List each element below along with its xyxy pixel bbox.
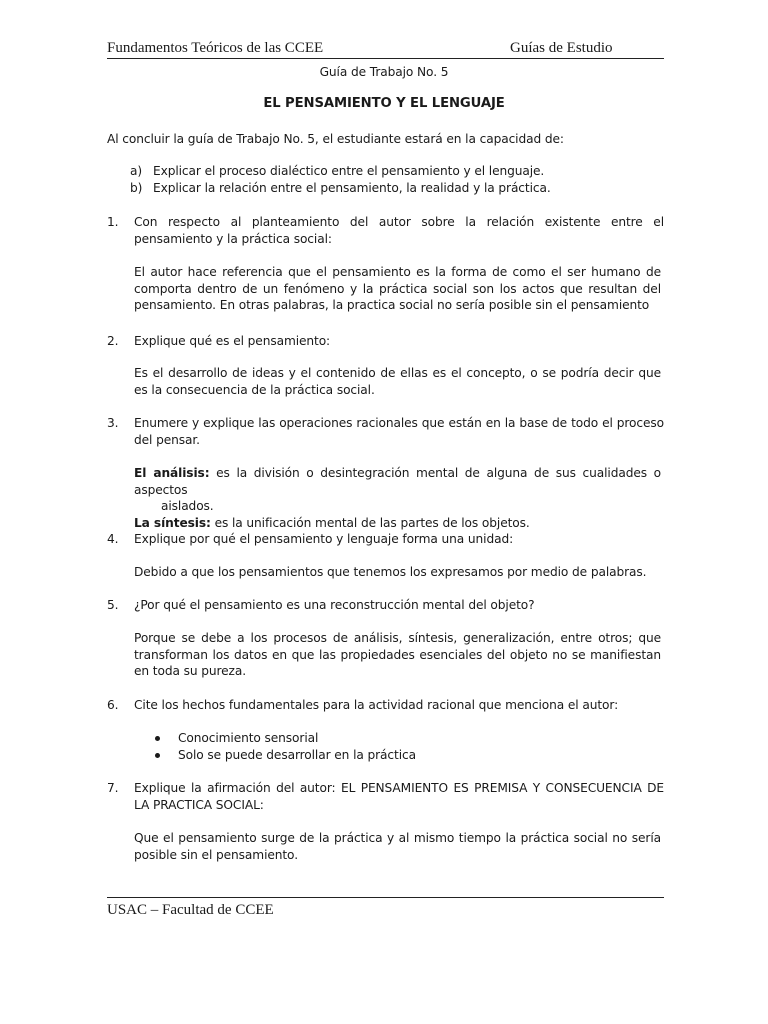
question-4 [107, 531, 664, 548]
running-footer [107, 897, 664, 920]
answer-3 [134, 465, 661, 531]
question-number: 3. [107, 416, 119, 430]
objective-text: Explicar la relación entre el pensamiento, la realidad y la práctica. [153, 180, 551, 195]
synthesis-definition [134, 515, 661, 532]
answer-5: Porque se debe a los procesos de análisis, síntesis, generalización, entre otros; que transforman los datos en que las propiedades esenciales del objeto no se manifiestan en toda su pureza. [134, 631, 661, 679]
bullet-icon [155, 753, 160, 758]
analysis-label: El análisis: [134, 466, 210, 480]
synthesis-label: La síntesis: [134, 515, 211, 530]
answer-2: Es el desarrollo de ideas y el contenido de ellas es el concepto, o se podría decir que es la consecuencia de la práctica social. [134, 366, 661, 397]
answer-4: Debido a que los pensamientos que tenemos los expresamos por medio de palabras. [134, 565, 647, 579]
question-6 [107, 697, 664, 714]
bullet-text: Conocimiento sensorial [178, 731, 319, 745]
analysis-definition [134, 465, 661, 515]
question-number: 7. [107, 781, 119, 795]
analysis-text: es la división o desintegración mental de alguna de sus cualidades o aspectos [134, 466, 662, 497]
synthesis-text: es la unificación mental de las partes de los objetos. [214, 515, 530, 530]
question-number: 2. [107, 334, 119, 348]
guide-number: Guía de Trabajo No. 5 [319, 65, 449, 79]
objective-item [130, 163, 664, 180]
question-text: Con respecto al planteamiento del autor sobre la relación existente entre el pensamiento y la práctica social: [134, 215, 664, 246]
question-text: Cite los hechos fundamentales para la actividad racional que menciona el autor: [134, 698, 619, 712]
question-7 [107, 780, 664, 813]
footer-text: USAC – Facultad de CCEE [107, 902, 274, 918]
question-number: 5. [107, 598, 119, 612]
facts-bullet-list [155, 730, 655, 763]
answer-1: El autor hace referencia que el pensamiento es la forma de como el ser humano de comporta dentro de un fenómeno y la práctica social son los actos que resultan del pensamiento. En otras palabras, la practica social no sería posible sin el pensamiento [134, 265, 661, 313]
question-text: ¿Por qué el pensamiento es una reconstrucción mental del objeto? [134, 598, 535, 612]
header-course-title: Fundamentos Teóricos de las CCEE [107, 40, 324, 56]
question-text: Explique qué es el pensamiento: [134, 334, 331, 348]
question-text: Enumere y explique las operaciones racionales que están en la base de todo el proceso del pensar. [134, 416, 664, 447]
question-3 [107, 415, 664, 448]
objective-item [130, 180, 664, 197]
bullet-item [155, 730, 655, 747]
question-number: 4. [107, 532, 119, 546]
question-number: 1. [107, 215, 119, 229]
objective-text: Explicar el proceso dialéctico entre el pensamiento y el lenguaje. [153, 164, 545, 178]
answer-7: Que el pensamiento surge de la práctica y al mismo tiempo la práctica social no sería posible sin el pensamiento. [134, 831, 661, 862]
question-5 [107, 597, 664, 614]
bullet-text: Solo se puede desarrollar en la práctica [178, 747, 416, 762]
bullet-icon [155, 736, 160, 741]
intro-paragraph: Al concluir la guía de Trabajo No. 5, el estudiante estará en la capacidad de: [107, 132, 564, 146]
question-1 [107, 214, 664, 247]
question-text: Explique por qué el pensamiento y lenguaje forma una unidad: [134, 532, 514, 546]
analysis-continuation: aislados. [161, 499, 214, 514]
bullet-item [155, 747, 655, 764]
header-section-title: Guías de Estudio [510, 40, 613, 56]
question-number: 6. [107, 698, 119, 712]
page-title: EL PENSAMIENTO Y EL LENGUAJE [263, 96, 505, 111]
objective-marker: a) [130, 164, 143, 178]
question-2 [107, 333, 664, 350]
question-text: Explique la afirmación del autor: EL PENSAMIENTO ES PREMISA Y CONSECUENCIA DE LA PRACTICA SOCIAL: [134, 781, 664, 812]
running-header [107, 38, 664, 59]
objectives-list [130, 163, 664, 196]
objective-marker: b) [130, 180, 143, 195]
